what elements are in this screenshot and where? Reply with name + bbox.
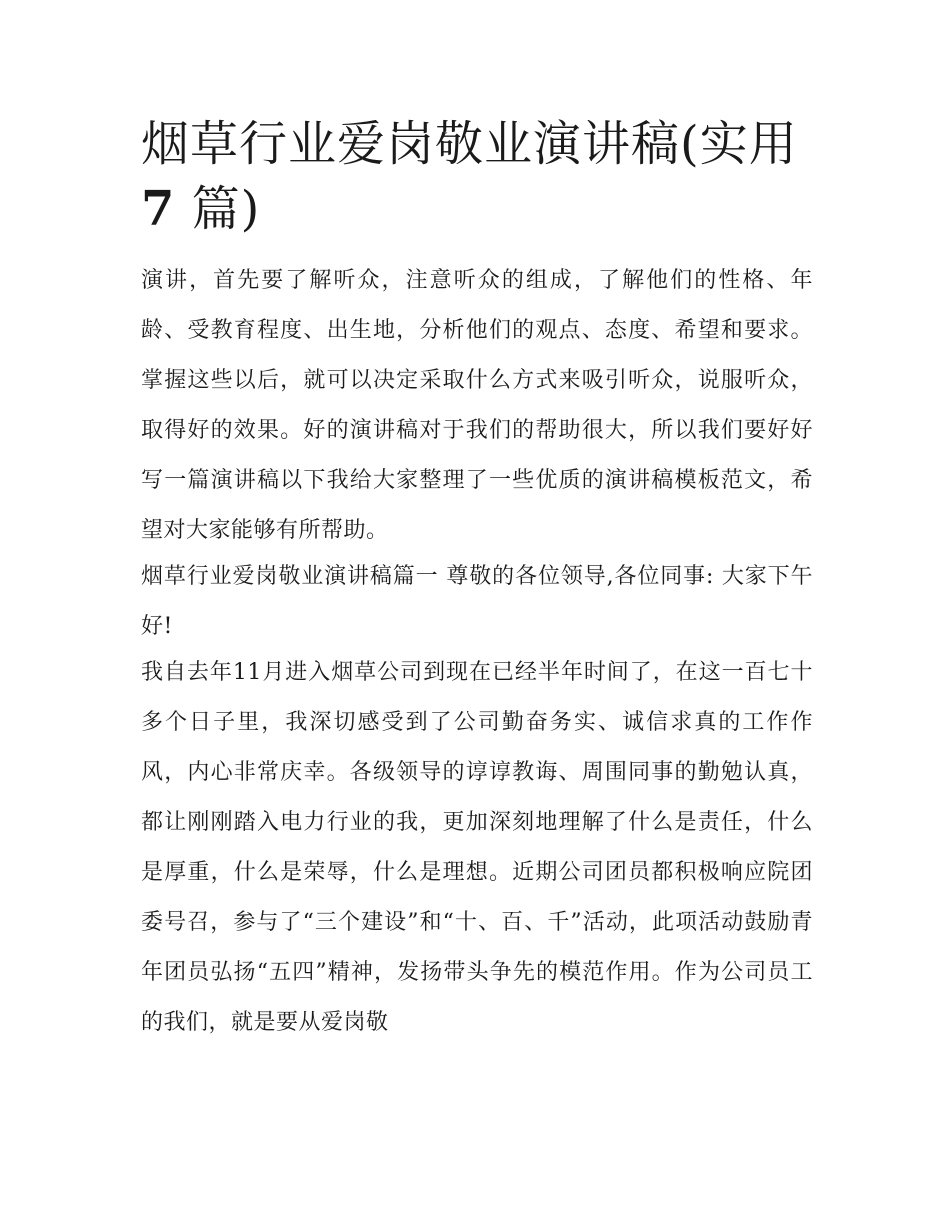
title-count: 7 bbox=[141, 181, 176, 237]
section-heading-paragraph: 烟草行业爱岗敬业演讲稿篇一 尊敬的各位领导,各位同事: 大家下午好! bbox=[141, 564, 813, 639]
body-paragraph: 我自去年11月进入烟草公司到现在已经半年时间了，在这一百七十多个日子里，我深切感受到了公司勤奋务实、诚信求真的工作作风，内心非常庆幸。各级领导的谆谆教诲、周围同事的勤勉认真，都让刚刚踏入电力行业的我，更加深刻地理解了什么是责任，什么是厚重，什么是荣辱，什么是理想。近期公司团员都积极响应院团委号召，参与了“三个建设”和“十、百、千”活动，此项活动鼓励青年团员弘扬“五四”精神，发扬带头争先的模范作用。作为公司员工的我们，就是要从爱岗敬 bbox=[141, 660, 813, 1035]
document-page bbox=[141, 112, 813, 1048]
intro-paragraph: 演讲，首先要了解听众，注意听众的组成，了解他们的性格、年龄、受教育程度、出生地，分析他们的观点、态度、希望和要求。掌握这些以后，就可以决定采取什么方式来吸引听众，说服听众，取得好的效果。好的演讲稿对于我们的帮助很大，所以我们要好好写一篇演讲稿以下我给大家整理了一些优质的演讲稿模板范文，希望对大家能够有所帮助。 bbox=[141, 268, 813, 543]
document-title bbox=[141, 112, 813, 242]
title-line-2: 篇) bbox=[175, 181, 261, 237]
title-line-1: 烟草行业爱岗敬业演讲稿(实用 bbox=[141, 116, 798, 172]
